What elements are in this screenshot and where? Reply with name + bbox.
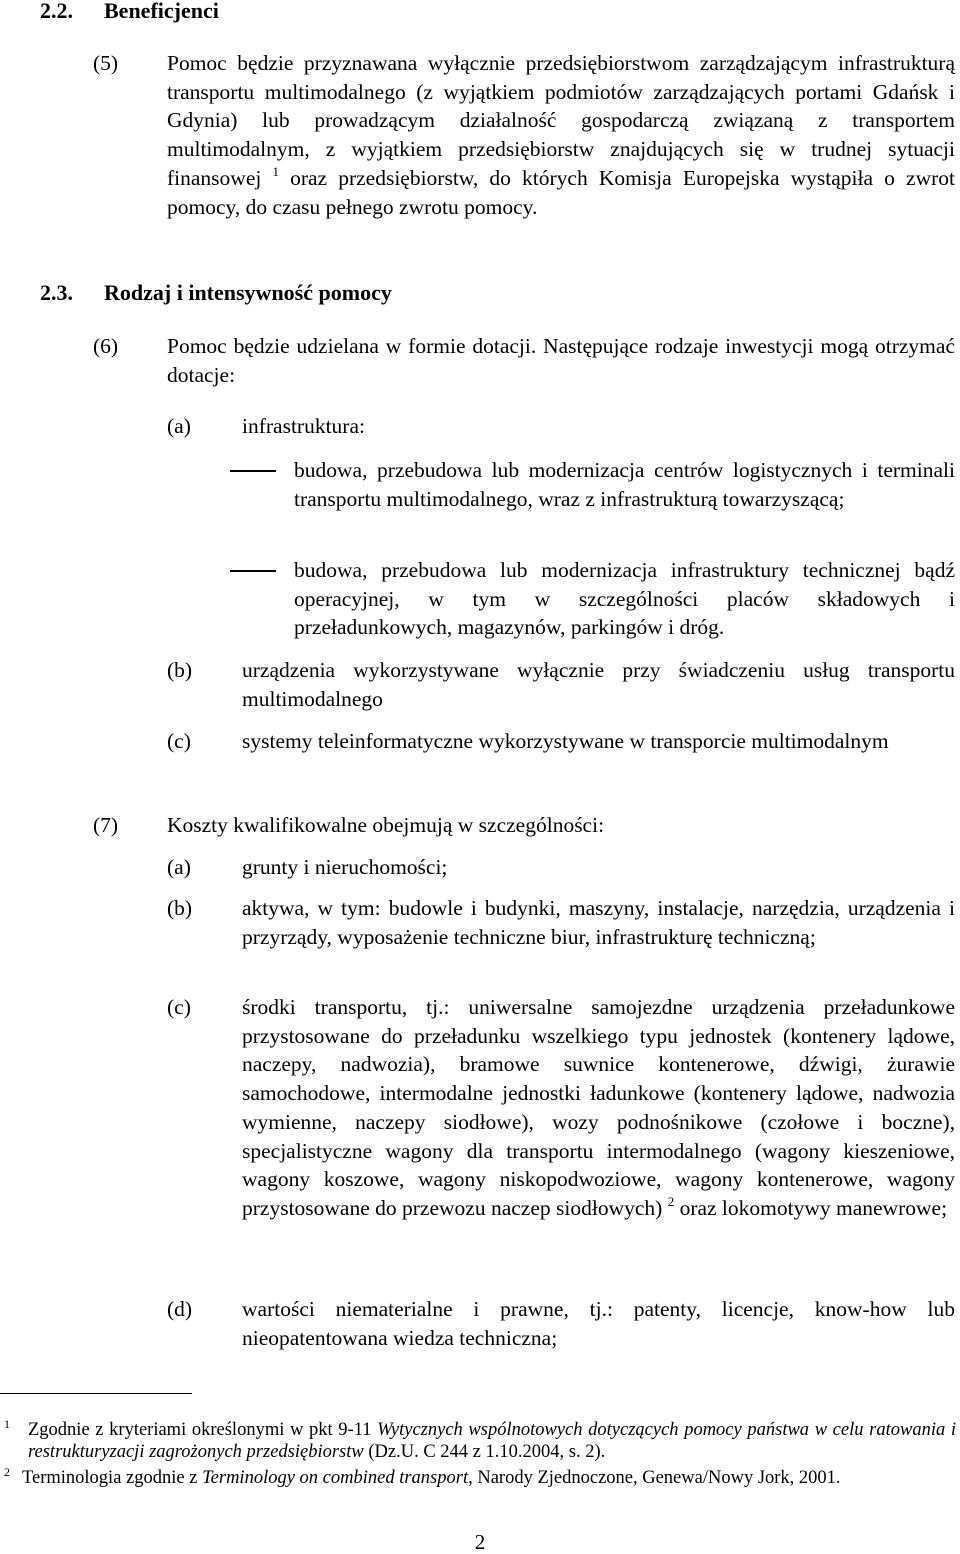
footnote-text (28, 1419, 956, 1463)
item-text: grunty i nieruchomości; (242, 855, 448, 879)
list-item-7b (167, 894, 955, 951)
footnote-title-italic: Wytycznych wspólnotowych dotyczących pomocy państwa w celu ratowania i restrukturyzacji zagrożonych przedsiębiorstw (28, 1420, 957, 1462)
footnote-title-italic: Terminology on combined transport (202, 1468, 469, 1488)
paragraph-text: Pomoc będzie udzielana w formie dotacji. Następujące rodzaje inwestycji mogą otrzymać dotacje: (167, 334, 955, 387)
list-item-7c (167, 993, 955, 1223)
list-item-6b (167, 656, 955, 713)
footnote-ref-2[interactable]: 2 (667, 1193, 675, 1209)
dash-item-1 (218, 456, 955, 513)
item-number: (c) (167, 995, 191, 1019)
footnote-separator (0, 1393, 192, 1394)
paragraph-6 (93, 332, 955, 389)
item-text (242, 993, 955, 1223)
paragraph-number: (5) (93, 51, 119, 75)
item-text-part: oraz lokomotywy manewrowe; (674, 1195, 948, 1220)
footnote-text (22, 1467, 956, 1489)
paragraph-text (167, 49, 955, 221)
item-text: aktywa, w tym: budowle i budynki, maszyny, instalacje, narzędzia, urządzenia i przyrządy, wyposażenie techniczne biur, infrastrukturę techniczną; (242, 896, 955, 949)
item-number: (d) (167, 1297, 193, 1321)
footnote-number: 2 (4, 1465, 10, 1479)
section-heading-2-2 (40, 0, 219, 25)
page-number: 2 (474, 1530, 486, 1554)
footnote-text-part: , Narody Zjednoczone, Genewa/Nowy Jork, 2001. (468, 1468, 841, 1488)
item-number: (c) (167, 729, 191, 753)
list-item-6a (167, 412, 955, 441)
list-item-7a (167, 853, 955, 882)
section-number: 2.2. (40, 0, 73, 23)
list-item-6c (167, 727, 955, 756)
item-number: (b) (167, 896, 193, 920)
paragraph-text: Koszty kwalifikowalne obejmują w szczególności: (167, 813, 605, 837)
dash-item-2 (218, 556, 955, 642)
footnote-number: 1 (4, 1417, 10, 1431)
item-number: (a) (167, 855, 191, 879)
footnote-text-part: Zgodnie z kryteriami określonymi w pkt 9-11 (28, 1420, 378, 1440)
item-text: wartości niematerialne i prawne, tj.: patenty, licencje, know-how lub nieopatentowana wiedza techniczna; (242, 1297, 955, 1350)
dash-text: budowa, przebudowa lub modernizacja infrastruktury technicznej bądź operacyjnej, w tym w szczególności placów składowych i przeładunkowych, magazynów, parkingów i dróg. (294, 558, 955, 640)
paragraph-7 (93, 811, 955, 840)
item-number: (b) (167, 658, 193, 682)
item-text: systemy teleinformatyczne wykorzystywane w transporcie multimodalnym (242, 729, 889, 753)
item-text: infrastruktura: (242, 414, 365, 438)
paragraph-number: (6) (93, 334, 119, 358)
footnote-ref-1[interactable]: 1 (272, 163, 279, 179)
paragraph-text-part: oraz przedsiębiorstw, do których Komisja Europejska wystąpiła o zwrot pomocy, do czasu pełnego zwrotu pomocy. (167, 165, 955, 219)
footnote-2 (4, 1467, 956, 1489)
dash-text: budowa, przebudowa lub modernizacja centrów logistycznych i terminali transportu multimodalnego, wraz z infrastrukturą towarzyszącą; (294, 458, 955, 511)
section-number: 2.3. (40, 280, 73, 305)
footnote-text-part: Terminologia zgodnie z (22, 1468, 203, 1488)
paragraph-text-part: Pomoc będzie przyznawana wyłącznie przedsiębiorstwom zarządzającym infrastrukturą transportu multimodalnego (z wyjątkiem podmiotów zarządzających portami Gdańsk i Gdynia) lub prowadzącym działalność gospodarczą związaną z transportem multimodalnym, z wyjątkiem przedsiębiorstw znajdujących się w trudnej sytuacji finansowej (167, 51, 955, 190)
item-text: urządzenia wykorzystywane wyłącznie przy świadczeniu usług transportu multimodalnego (242, 658, 955, 711)
item-text-part: środki transportu, tj.: uniwersalne samojezdne urządzenia przeładunkowe przystosowane do przeładunku wszelkiego typu jednostek (kontenery lądowe, naczepy, nadwozia), bramowe suwnice kontenerowe, dźwigi, żurawie samochodowe, intermodalne jednostki ładunkowe (kontenery lądowe, nadwozia wymienne, naczepy siodłowe), wozy podnośnikowe (czołowe i boczne), specjalistyczne wagony dla transportu intermodalnego (wagony kieszeniowe, wagony koszowe, wagony niskopodwoziowe, wagony kontenerowe, wagony przystosowane do przewozu naczep siodłowych) (242, 995, 955, 1220)
section-heading-2-3 (40, 279, 392, 307)
dash-bullet (230, 470, 276, 472)
item-number: (a) (167, 414, 191, 438)
section-title: Beneficjenci (104, 0, 219, 23)
footnote-1 (4, 1419, 956, 1463)
paragraph-number: (7) (93, 813, 119, 837)
list-item-7d (167, 1295, 955, 1352)
dash-bullet (230, 570, 276, 572)
section-title: Rodzaj i intensywność pomocy (104, 280, 392, 305)
footnote-text-part: (Dz.U. C 244 z 1.10.2004, s. 2). (363, 1442, 606, 1462)
paragraph-5 (93, 49, 955, 221)
